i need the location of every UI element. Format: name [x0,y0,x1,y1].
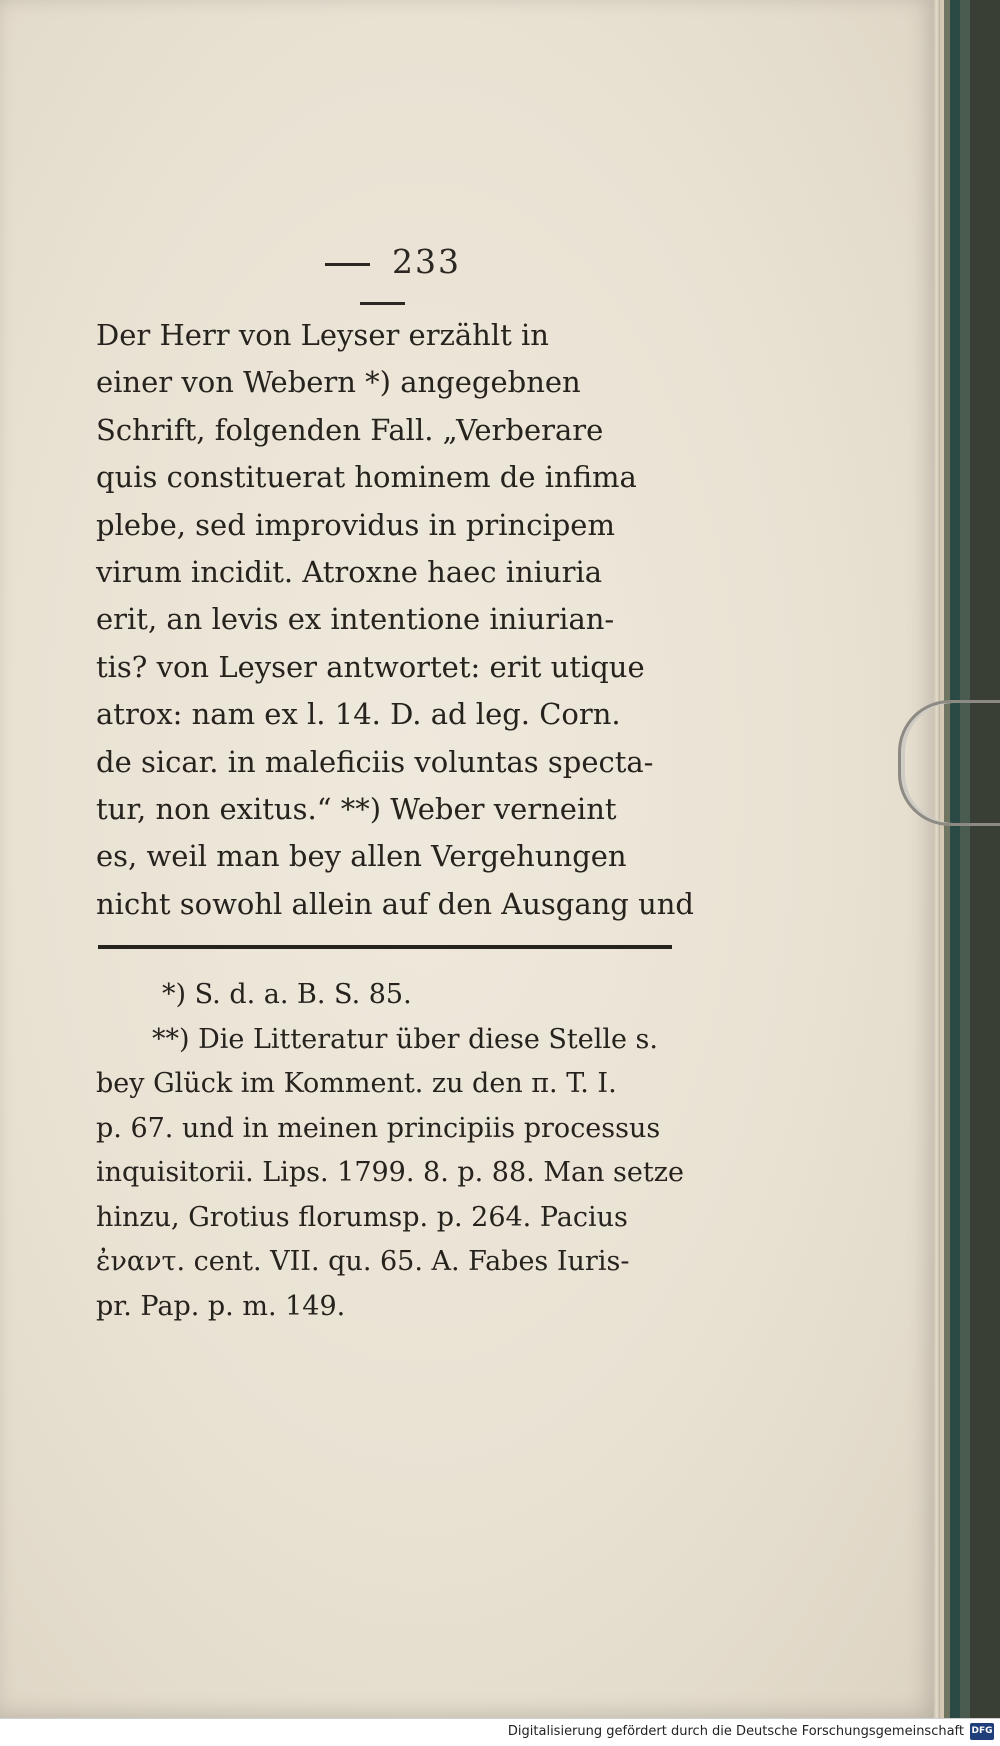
text-line: es, weil man bey allen Vergehungen [96,839,627,874]
text-line: tis? von Leyser antwortet: erit utique [96,649,645,684]
text-line: tur, non exitus.“ **) Weber verneint [96,791,617,826]
page-number-dash-right [360,302,405,305]
footnote-line: inquisitorii. Lips. 1799. 8. p. 88. Man setze [96,1157,684,1188]
footnote-line: ἐναντ. cent. VII. qu. 65. A. Fabes Iuris- [96,1246,630,1277]
text-line: quis constituerat hominem de infima [96,460,637,495]
text-line: Schrift, folgenden Fall. „Verberare [96,412,604,447]
text-line: erit, an levis ex intentione iniurian- [96,602,615,637]
page-number-value: 233 [392,242,461,281]
footer-strip [0,1718,1000,1746]
footnote-line: pr. Pap. p. m. 149. [96,1290,346,1322]
text-line: atrox: nam ex l. 14. D. ad leg. Corn. [96,697,621,732]
text-line: plebe, sed improvidus in principem [96,507,615,542]
footnotes-block [96,973,684,1329]
text-line: virum incidit. Atroxne haec iniuria [96,554,603,589]
main-text-block [96,312,694,928]
footnote-rule [98,945,672,949]
footnote-line: **) Die Litteratur über diese Stelle s. [152,1023,658,1055]
paper-clip-icon [898,700,1000,826]
text-line: de sicar. in maleficiis voluntas specta- [96,744,654,779]
footnote-line: hinzu, Grotius florumsp. p. 264. Pacius [96,1201,628,1233]
footnote-line: *) S. d. a. B. S. 85. [162,979,412,1010]
footnote-line: p. 67. und in meinen principiis processus [96,1112,661,1144]
page-number-dash-left [325,263,370,266]
dfg-logo-icon: DFG [970,1723,994,1740]
page-number [262,242,502,320]
text-line: einer von Webern *) angegebnen [96,365,581,400]
text-line: nicht sowohl allein auf den Ausgang und [96,886,694,921]
footnote-line: bey Glück im Komment. zu den π. T. I. [96,1068,617,1099]
footer-credit: Digitalisierung gefördert durch die Deutsche Forschungsgemeinschaft [507,1724,964,1739]
page-edge [934,0,940,1718]
text-line: Der Herr von Leyser erzählt in [96,318,549,352]
book-cover-edge [930,0,1000,1745]
